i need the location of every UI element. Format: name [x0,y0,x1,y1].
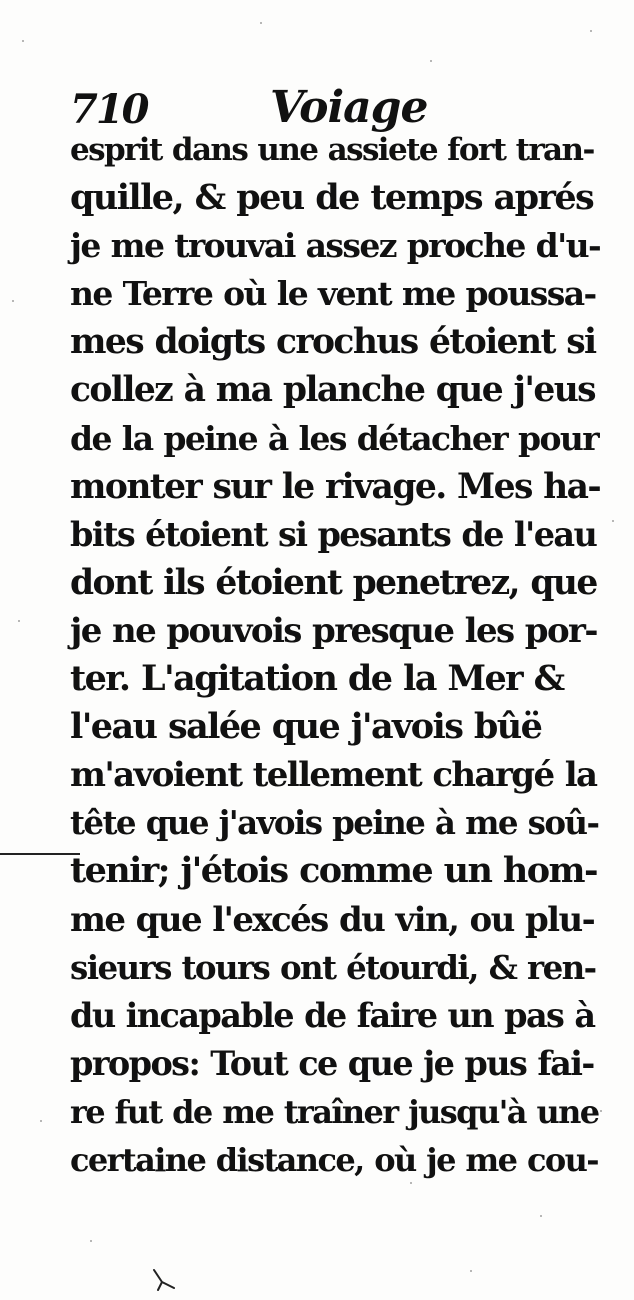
text-line: bits étoient si pesants de l'eau [70,514,597,554]
text-line: je ne pouvois presque les por- [70,610,597,651]
paper-speck [18,620,20,622]
text-line: dont ils étoient penetrez, que [70,562,597,603]
text-line: tête que j'avois peine à me soû- [70,803,599,843]
text-line: collez à ma planche que j'eus [70,370,596,411]
paper-speck [12,300,14,302]
text-line: me que l'excés du vin, ou plu- [70,899,595,940]
text-line: de la peine à les détacher pour [70,418,599,458]
paper-speck [260,22,262,24]
text-line: m'avoient tellement chargé la [70,755,597,796]
text-line: certaine distance, où je me cou- [70,1140,598,1179]
text-line: monter sur le rivage. Mes ha- [70,466,601,507]
text-line: ne Terre où le vent me poussa- [70,274,596,314]
text-line: sieurs tours ont étourdi, & ren- [70,947,596,987]
paper-speck [590,30,592,32]
paper-speck [470,1270,472,1272]
paper-speck [22,40,24,42]
ink-mark-icon [152,1268,182,1298]
text-line: re fut de me traîner jusqu'à une [70,1092,599,1131]
paper-speck [40,1120,42,1122]
text-line: du incapable de faire un pas à [70,995,595,1035]
paper-speck [540,1215,542,1217]
text-line: quille, & peu de temps aprés [70,177,594,219]
text-line: ter. L'agitation de la Mer & [70,658,564,700]
page-number: 710 [70,86,148,133]
paper-speck [600,1110,602,1112]
text-line: propos: Tout ce que je pus fai- [70,1043,594,1083]
text-line: esprit dans une assiete fort tran- [70,132,594,168]
paper-speck [612,520,614,522]
running-title: Voiage [270,82,428,133]
text-line: mes doigts crochus étoient si [70,322,596,363]
text-line: l'eau salée que j'avois bûë [70,706,542,748]
text-line: tenir; j'étois comme un hom- [70,850,597,892]
paper-speck [430,60,432,62]
paper-speck [90,1240,92,1242]
margin-rule [0,853,80,855]
text-line: je me trouvai assez proche d'u- [70,226,601,266]
body-text [70,126,600,1184]
